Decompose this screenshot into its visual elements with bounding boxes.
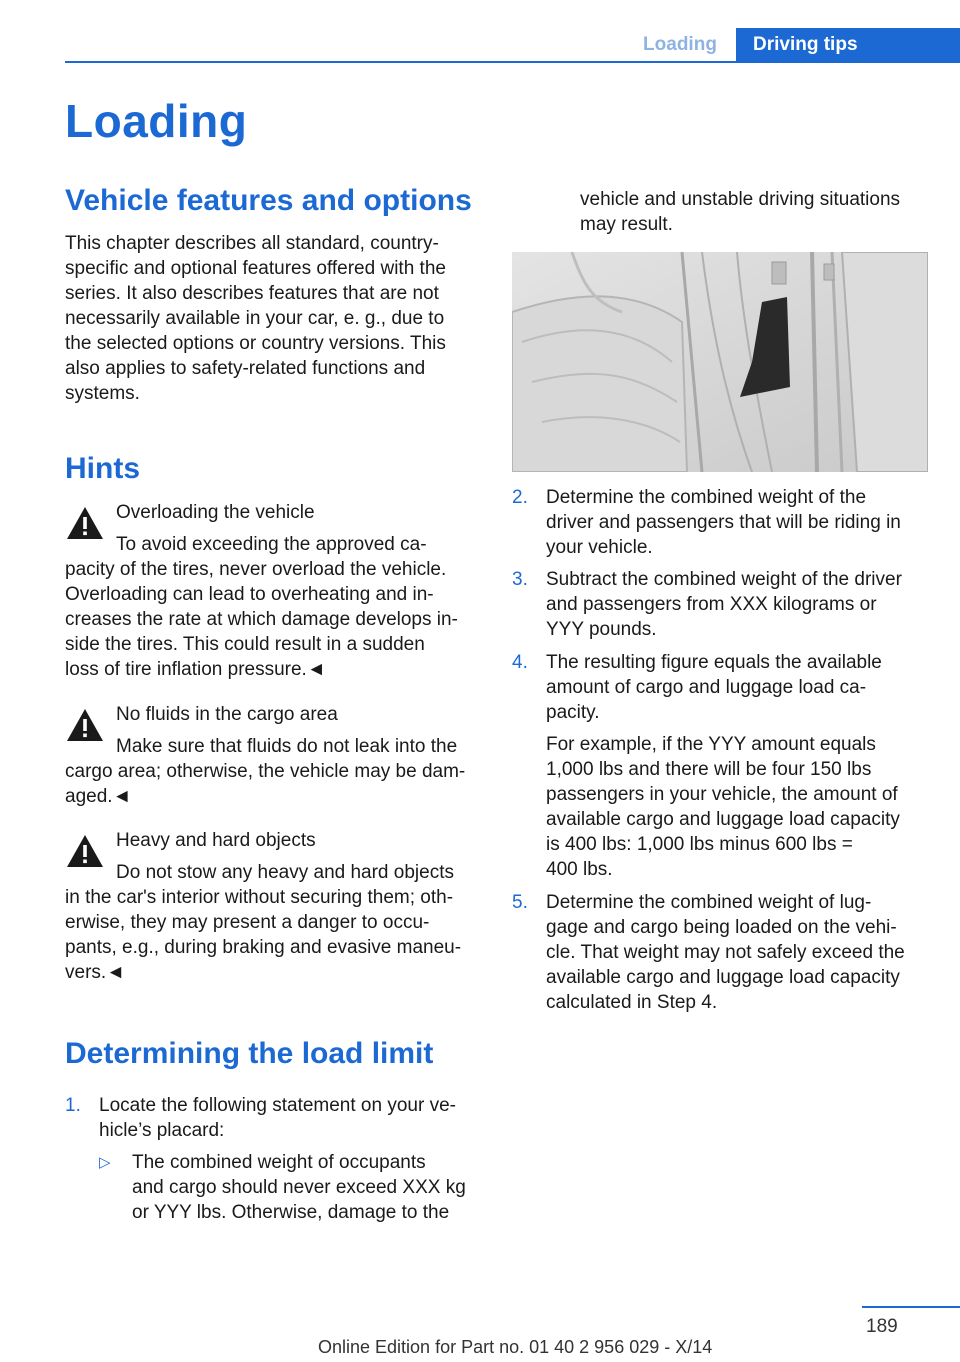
warning-icon — [65, 832, 105, 870]
step-number: 5. — [512, 892, 528, 913]
step-1-text: Locate the following statement on your ve- hicle’s placard: — [99, 1095, 456, 1141]
load-limit-heading: Determining the load limit — [65, 1037, 434, 1070]
step-3-text: Subtract the combined weight of the driver and passengers from XXX kilograms or YYY pounds. — [546, 569, 902, 640]
warning-text-heavy-first: Do not stow any heavy and hard objects — [116, 862, 454, 883]
hints-heading: Hints — [65, 452, 140, 485]
step-5-text: Determine the combined weight of lug- gage and cargo being loaded on the vehi- cle. That weight may not safely exceed the available cargo and luggage load capacity calculated in Step 4. — [546, 892, 905, 1013]
step-4-text: The resulting figure equals the available amount of cargo and luggage load ca- pacity. — [546, 652, 882, 723]
placard-location-photo — [512, 252, 928, 472]
warning-icon — [65, 706, 105, 744]
warning-text-overloading: pacity of the tires, never overload the vehicle. Overloading can lead to overheating and in- creases the rate at which damage develops in- side the tires. This could result in a sudden loss of tire inflation pressure.◄ — [65, 559, 458, 680]
step-4-example: For example, if the YYY amount equals 1,000 lbs and there will be four 150 lbs passengers in your vehicle, the amount of available cargo and luggage load capacity is 400 lbs: 1,000 lbs minus 600 lbs = 400 lbs. — [546, 734, 900, 880]
edition-note: Online Edition for Part no. 01 40 2 956 029 - X/14 — [318, 1337, 713, 1357]
features-paragraph: This chapter describes all standard, country- specific and optional features offered with the series. It also describes features that are not necessarily available in your car, e. g., due to the selected options or country versions. This also applies to safety-related functions and systems. — [65, 233, 446, 404]
step-1-bullet-continued: vehicle and unstable driving situations may result. — [580, 189, 901, 235]
features-heading: Vehicle features and options — [65, 184, 472, 217]
warning-title-overloading: Overloading the vehicle — [116, 502, 315, 523]
warning-title-heavy-objects: Heavy and hard objects — [116, 830, 316, 851]
warning-text-fluids: cargo area; otherwise, the vehicle may be dam- aged.◄ — [65, 761, 466, 807]
page-title: Loading — [65, 95, 248, 147]
warning-text-heavy: in the car's interior without securing them; oth- erwise, they may present a danger to occu- pants, e.g., during braking and evasive maneu- vers.◄ — [65, 887, 462, 983]
step-number: 3. — [512, 569, 528, 590]
warning-text-overloading-first: To avoid exceeding the approved ca- — [116, 534, 427, 555]
tab-loading[interactable]: Loading — [643, 34, 717, 55]
header-rule — [65, 61, 960, 63]
warning-title-fluids: No fluids in the cargo area — [116, 704, 338, 725]
bullet-triangle-icon: ▷ — [99, 1154, 111, 1171]
tab-driving-tips[interactable]: Driving tips — [736, 28, 960, 61]
step-number: 2. — [512, 487, 528, 508]
step-2-text: Determine the combined weight of the driver and passengers that will be riding in your vehicle. — [546, 487, 901, 558]
warning-text-fluids-first: Make sure that fluids do not leak into the — [116, 736, 458, 757]
step-number: 1. — [65, 1095, 81, 1116]
step-number: 4. — [512, 652, 528, 673]
warning-icon — [65, 504, 105, 542]
step-1-bullet-text: The combined weight of occupants and cargo should never exceed XXX kg or YYY lbs. Otherwise, damage to the — [132, 1152, 466, 1223]
footer-rule — [862, 1306, 960, 1308]
page-number: 189 — [866, 1316, 898, 1337]
